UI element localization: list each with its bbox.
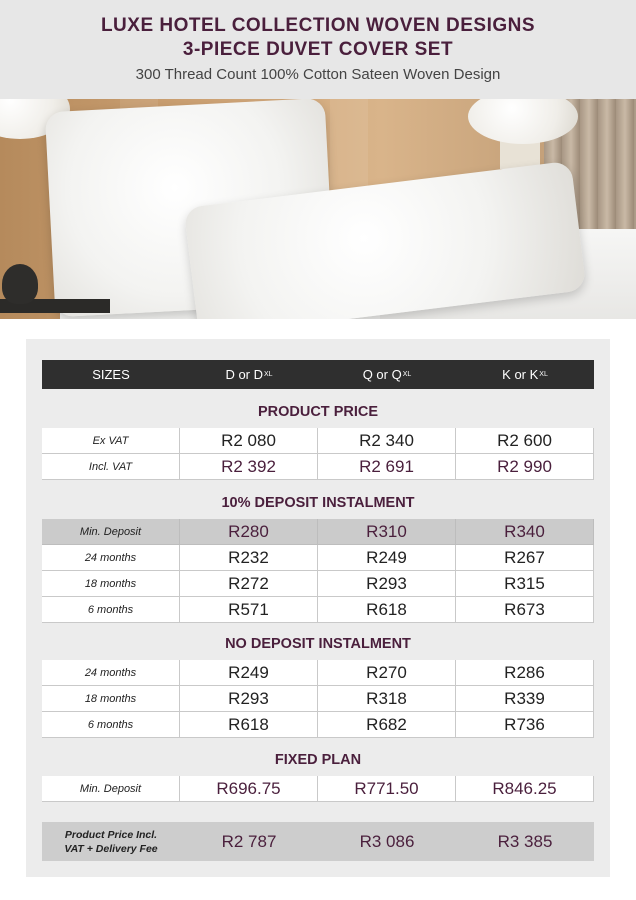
price-value: R272 <box>180 571 318 597</box>
sizes-header-row <box>42 360 594 389</box>
row-label: 18 months <box>42 571 180 597</box>
size-king-label: K or K <box>502 367 539 382</box>
section-deposit-instalment: 10% DEPOSIT INSTALMENT <box>221 495 415 511</box>
table-row <box>42 597 594 623</box>
price-value: R270 <box>318 660 456 686</box>
total-label-line-1: Product Price Incl. <box>64 828 158 841</box>
price-value: R318 <box>318 686 456 712</box>
title-line-2: 3-PIECE DUVET COVER SET <box>182 39 454 60</box>
price-value: R293 <box>180 686 318 712</box>
price-value: R267 <box>456 545 594 571</box>
table-row <box>42 686 594 712</box>
price-value: R618 <box>180 712 318 738</box>
no-deposit-instalment-table <box>42 660 594 738</box>
price-value: R682 <box>318 712 456 738</box>
price-value: R2 340 <box>318 428 456 454</box>
row-label: 24 months <box>42 545 180 571</box>
price-value: R310 <box>318 519 456 545</box>
size-double-sup: XL <box>264 371 273 378</box>
sizes-header: SIZES <box>92 367 130 382</box>
price-value: R293 <box>318 571 456 597</box>
table-row <box>42 776 594 802</box>
table-row <box>42 571 594 597</box>
total-label <box>42 822 180 861</box>
price-value: R571 <box>180 597 318 623</box>
size-queen-header <box>318 360 456 389</box>
table-row <box>42 660 594 686</box>
teapot <box>2 264 38 304</box>
price-value: R340 <box>456 519 594 545</box>
section-no-deposit-instalment: NO DEPOSIT INSTALMENT <box>225 636 411 652</box>
table-row <box>42 545 594 571</box>
row-label: 6 months <box>42 712 180 738</box>
price-value: R339 <box>456 686 594 712</box>
price-value: R696.75 <box>180 776 318 802</box>
size-queen-sup: XL <box>402 371 412 378</box>
page-header <box>0 0 636 99</box>
row-label: Ex VAT <box>42 428 180 454</box>
table-row <box>42 712 594 738</box>
row-label: 6 months <box>42 597 180 623</box>
size-king-header <box>456 360 594 389</box>
table-row <box>42 519 594 545</box>
title-line-1: LUXE HOTEL COLLECTION WOVEN DESIGNS <box>100 15 536 36</box>
size-queen-label: Q or Q <box>362 367 402 382</box>
table-row <box>42 428 594 454</box>
fixed-plan-table <box>42 776 594 802</box>
price-value: R315 <box>456 571 594 597</box>
price-value: R232 <box>180 545 318 571</box>
price-value: R2 691 <box>318 454 456 480</box>
price-value: R2 392 <box>180 454 318 480</box>
row-label: 24 months <box>42 660 180 686</box>
product-price-table <box>42 428 594 480</box>
price-value: R673 <box>456 597 594 623</box>
deposit-instalment-table <box>42 519 594 623</box>
price-value: R618 <box>318 597 456 623</box>
bedding-photo <box>0 99 636 319</box>
total-value: R2 787 <box>221 831 277 851</box>
total-value: R3 385 <box>497 831 553 851</box>
price-value: R771.50 <box>318 776 456 802</box>
price-value: R280 <box>180 519 318 545</box>
price-value: R2 080 <box>180 428 318 454</box>
row-label: Incl. VAT <box>42 454 180 480</box>
total-label-line-2: VAT + Delivery Fee <box>64 842 158 855</box>
price-value: R736 <box>456 712 594 738</box>
price-value: R2 600 <box>456 428 594 454</box>
price-value: R249 <box>180 660 318 686</box>
price-value: R249 <box>318 545 456 571</box>
total-price-row <box>42 822 594 861</box>
price-value: R846.25 <box>456 776 594 802</box>
total-value: R3 086 <box>359 831 415 851</box>
size-double-label: D or D <box>225 367 263 382</box>
size-double-header <box>180 360 318 389</box>
subtitle: 300 Thread Count 100% Cotton Sateen Woven Design <box>135 66 501 83</box>
price-value: R2 990 <box>456 454 594 480</box>
price-value: R286 <box>456 660 594 686</box>
row-label: 18 months <box>42 686 180 712</box>
row-label: Min. Deposit <box>42 776 180 802</box>
row-label: Min. Deposit <box>42 519 180 545</box>
size-king-sup: XL <box>539 371 548 378</box>
section-product-price: PRODUCT PRICE <box>257 404 379 420</box>
section-fixed-plan: FIXED PLAN <box>274 752 362 768</box>
table-row <box>42 454 594 480</box>
